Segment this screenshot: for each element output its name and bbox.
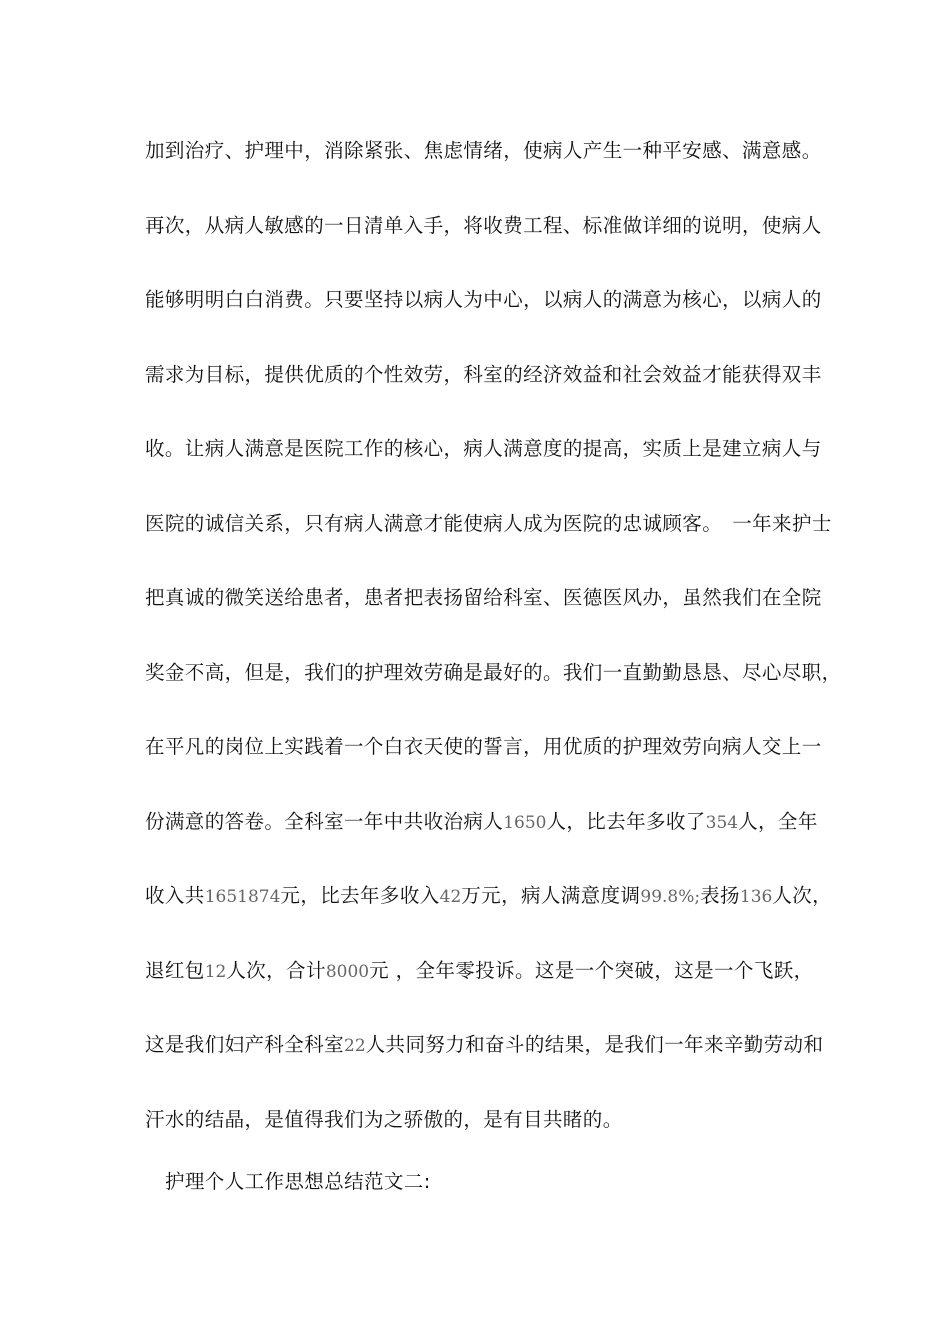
text-segment: 人，比去年多收了 xyxy=(546,810,706,833)
text-segment: 加到治疗、护理中，消除紧张、焦虑情绪，使病人产生一种平安感、满意感。 xyxy=(145,139,822,162)
text-line xyxy=(145,957,825,986)
number-value: 1651874 xyxy=(204,887,281,907)
text-line xyxy=(145,361,825,389)
number-value: 12 xyxy=(204,962,227,982)
text-segment: 份满意的答卷。全科室一年中共收治病人 xyxy=(145,810,504,833)
number-value: 42 xyxy=(439,887,462,907)
text-segment: 医院的诚信关系，只有病人满意才能使病人成为医院的忠诚顾客。 一年来护士 xyxy=(145,512,832,535)
text-segment: 在平凡的岗位上实践着一个白衣天使的誓言，用优质的护理效劳向病人交上一 xyxy=(145,735,822,758)
number-value: 22 xyxy=(344,1036,366,1056)
text-segment: 收入共 xyxy=(145,884,205,907)
text-line xyxy=(145,584,825,612)
text-segment: 人次， xyxy=(772,884,833,907)
text-segment: 表扬 xyxy=(700,884,740,907)
text-line xyxy=(145,435,825,463)
text-segment: 退红包 xyxy=(145,959,205,982)
text-line xyxy=(145,137,825,165)
text-segment: 汗水的结晶，是值得我们为之骄傲的，是有目共睹的。 xyxy=(145,1108,623,1131)
text-segment: 元 ，全年零投诉。这是一个突破，这是一个飞跃， xyxy=(369,959,814,982)
text-segment: 能够明明白白消费。只要坚持以病人为中心，以病人的满意为核心，以病人的 xyxy=(145,288,822,311)
text-segment: 奖金不高，但是，我们的护理效劳确是最好的。我们一直勤勤恳恳、尽心尽职， xyxy=(145,661,842,684)
text-segment: 收。让病人满意是医院工作的核心，病人满意度的提高，实质上是建立病人与 xyxy=(145,437,822,460)
section-heading: 护理个人工作思想总结范文二: xyxy=(165,1170,431,1193)
number-value: 136 xyxy=(739,887,773,907)
text-line xyxy=(145,1031,825,1060)
text-line xyxy=(145,808,825,837)
number-value: 8000 xyxy=(325,962,370,982)
text-line xyxy=(145,882,833,911)
text-segment: 元，比去年多收入 xyxy=(280,884,440,907)
text-segment: 这是我们妇产科全科室 xyxy=(145,1033,345,1056)
number-value: 1650 xyxy=(503,813,547,833)
text-line xyxy=(145,510,832,538)
text-line xyxy=(145,1106,825,1134)
text-segment: 把真诚的微笑送给患者，患者把表扬留给科室、医德医风办，虽然我们在全院 xyxy=(145,586,822,609)
text-line xyxy=(145,659,842,687)
text-segment: 再次，从病人敏感的一日清单入手，将收费工程、标准做详细的说明，使病人 xyxy=(145,214,822,237)
text-line xyxy=(145,733,825,761)
text-segment: 人，全年 xyxy=(738,810,818,833)
text-segment: 人次，合计 xyxy=(226,959,326,982)
text-line xyxy=(145,212,825,240)
text-segment: 万元，病人满意度调 xyxy=(461,884,641,907)
number-value: 354 xyxy=(705,813,739,833)
number-value: 99.8%; xyxy=(640,887,701,907)
text-segment: 需求为目标，提供优质的个性效劳，科室的经济效益和社会效益才能获得双丰 xyxy=(145,363,822,386)
text-segment: 人共同努力和奋斗的结果，是我们一年来辛勤劳动和 xyxy=(365,1033,824,1056)
text-line xyxy=(145,286,825,314)
